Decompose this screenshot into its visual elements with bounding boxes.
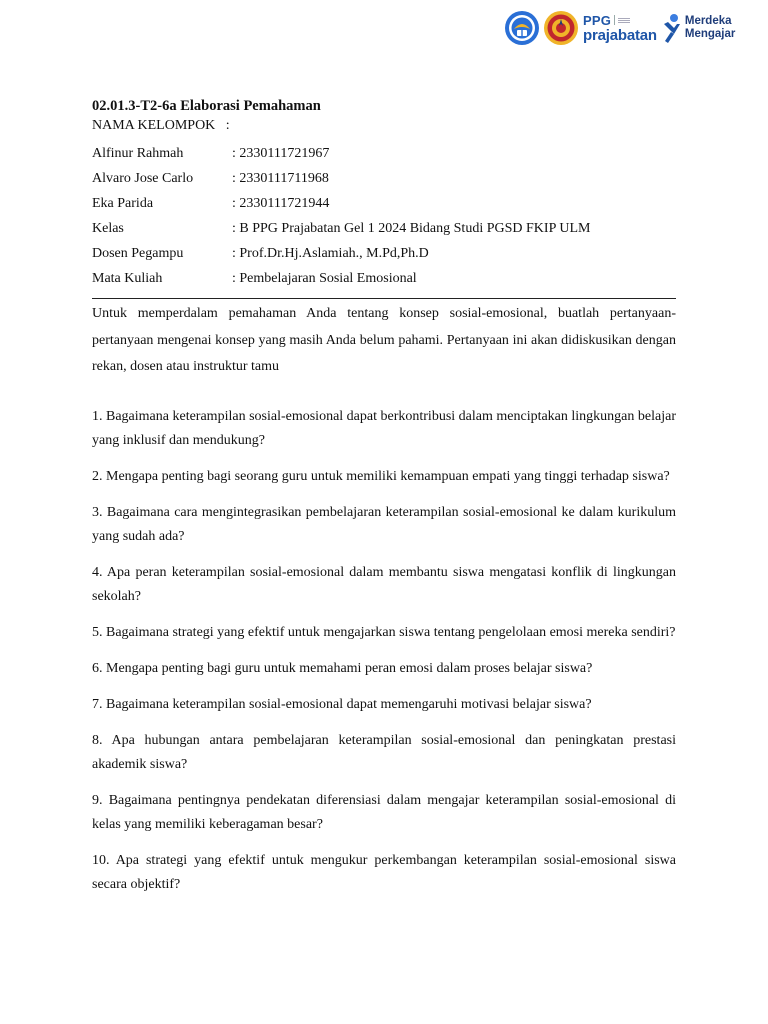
info-value: : 2330111711968 — [232, 171, 329, 186]
ppg-prajabatan-logo — [583, 14, 657, 43]
question-item: 9. Bagaimana pentingnya pendekatan diferensiasi dalam mengajar keterampilan sosial-emosional di kelas yang memiliki keberagaman besar? — [92, 792, 676, 832]
question-item: 6. Mengapa penting bagi guru untuk memahami peran emosi dalam proses belajar siswa? — [92, 660, 593, 676]
info-key: Dosen Pegampu — [92, 246, 184, 261]
merdeka-mengajar-icon — [661, 12, 683, 44]
section-divider — [92, 298, 676, 299]
info-key: Eka Parida — [92, 196, 154, 211]
info-key: Alfinur Rahmah — [92, 146, 184, 161]
info-row — [92, 241, 676, 266]
document-title: 02.01.3-T2-6a Elaborasi Pemahaman — [92, 98, 321, 114]
question-item: 3. Bagaimana cara mengintegrasikan pembelajaran keterampilan sosial-emosional ke dalam kurikulum yang sudah ada? — [92, 504, 676, 544]
question-item: 2. Mengapa penting bagi seorang guru untuk memiliki kemampuan empati yang tinggi terhadap siswa? — [92, 468, 670, 484]
lptk-logo — [543, 10, 579, 46]
info-row — [92, 141, 676, 166]
question-list — [92, 405, 676, 897]
info-value: : Pembelajaran Sosial Emosional — [232, 271, 417, 286]
merdeka-text: Merdeka — [684, 15, 732, 28]
question-item: 7. Bagaimana keterampilan sosial-emosional dapat memengaruhi motivasi belajar siswa? — [92, 696, 592, 712]
info-key: Mata Kuliah — [92, 271, 163, 286]
info-value: : 2330111721944 — [232, 196, 330, 211]
info-key: Alvaro Jose Carlo — [92, 171, 194, 186]
info-row — [92, 166, 676, 191]
prajabatan-logo-text: prajabatan — [583, 26, 657, 44]
question-item: 10. Apa strategi yang efektif untuk mengukur perkembangan keterampilan sosial-emosional siswa secara objektif? — [92, 852, 676, 892]
ppg-logo-text: PPG — [583, 12, 612, 28]
document-body — [92, 96, 676, 909]
question-item: 1. Bagaimana keterampilan sosial-emosional dapat berkontribusi dalam menciptakan lingkungan belajar yang inklusif dan mendukung? — [92, 408, 676, 448]
mengajar-text: Mengajar — [684, 28, 736, 40]
info-key: Kelas — [92, 221, 124, 236]
intro-paragraph: Untuk memperdalam pemahaman Anda tentang konsep sosial-emosional, buatlah pertanyaan-pertanyaan mengenai konsep yang masih Anda belum pahami. Pertanyaan ini akan didiskusikan dengan rekan, dosen atau instruktur tamu — [92, 306, 676, 374]
question-item: 5. Bagaimana strategi yang efektif untuk mengajarkan siswa tentang pengelolaan emosi mereka sendiri? — [92, 624, 676, 640]
question-item: 8. Apa hubungan antara pembelajaran keterampilan sosial-emosional dan peningkatan prestasi akademik siswa? — [92, 732, 676, 772]
info-row — [92, 266, 676, 291]
info-table — [92, 141, 676, 291]
header-logos — [504, 8, 756, 48]
info-value: : Prof.Dr.Hj.Aslamiah., M.Pd,Ph.D — [232, 246, 429, 261]
info-value: : 2330111721967 — [232, 146, 330, 161]
question-item: 4. Apa peran keterampilan sosial-emosional dalam membantu siswa mengatasi konflik di lingkungan sekolah? — [92, 564, 676, 604]
group-label: NAMA KELOMPOK : — [92, 118, 230, 133]
kemdikbud-logo — [504, 10, 540, 46]
info-row — [92, 216, 676, 241]
info-row — [92, 191, 676, 216]
merdeka-mengajar-logo — [661, 12, 736, 44]
info-value: : B PPG Prajabatan Gel 1 2024 Bidang Studi PGSD FKIP ULM — [232, 221, 591, 236]
